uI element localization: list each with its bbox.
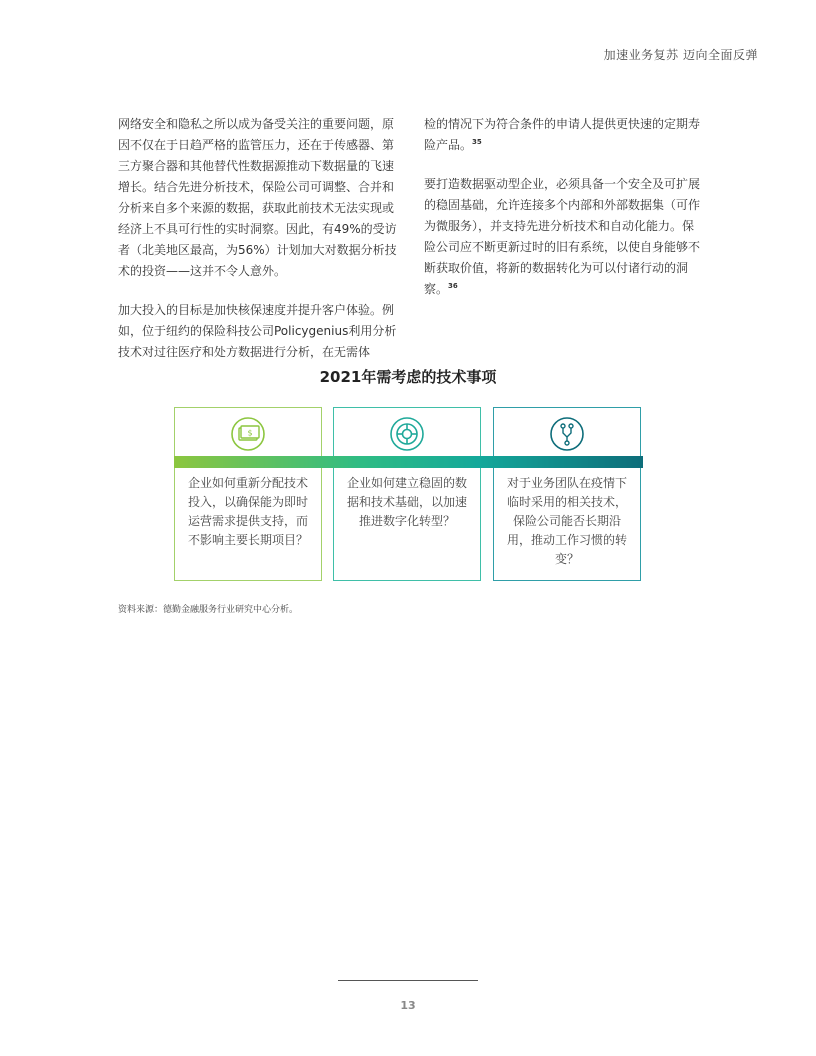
paragraph-text: 要打造数据驱动型企业，必须具备一个安全及可扩展的稳固基础，允许连接多个内部和外部数据集（可作为微服务），并支持先进分析技术和自动化能力。保险公司应不断更新过时的旧有系统，以使自身能够不断获取价值，将新的数据转化为可以付诸行动的洞察。 [424,177,701,296]
running-header: 加速业务复苏 迈向全面反弹 [603,48,758,62]
life-ring-icon [389,416,425,452]
footer-divider [338,980,478,981]
paragraph-text: 检的情况下为符合条件的申请人提供更快速的定期寿险产品。 [424,117,701,152]
body-paragraph: 网络安全和隐私之所以成为备受关注的重要问题，原因不仅在于日趋严格的监管压力，还在于传感器、第三方聚合器和其他替代性数据源推动下数据量的飞速增长。结合先进分析技术，保险公司可调整、合并和分析来自多个来源的数据，获取此前技术无法实现或经济上不具可行性的实时洞察。因此，有49%的受访者（北美地区最高，为56%）计划加大对数据分析技术的投资——这并不令人意外。 [118,117,397,278]
body-paragraph [424,174,700,300]
body-column-left [118,114,404,381]
card-question: 企业如何重新分配技术投入，以确保能为即时运营需求提供支持，而不影响主要长期项目？ [187,476,308,547]
card-question: 企业如何建立稳固的数据和技术基础，以加速推进数字化转型？ [346,476,467,528]
footnote-ref: 35 [472,138,482,146]
body-paragraph [424,114,700,156]
tech-card-adoption [493,407,641,581]
body-column-right [424,114,700,318]
footnote-ref: 36 [448,282,458,290]
tech-card-reallocation [174,407,322,581]
money-icon [230,416,266,452]
card-question: 对于业务团队在疫情下临时采用的相关技术，保险公司能否长期沿用，推动工作习惯的转变？ [506,476,627,566]
figure-title: 2021年需考虑的技术事项 [319,368,497,386]
gradient-band [174,456,643,468]
svg-text:$: $ [247,428,253,438]
body-paragraph: 加大投入的目标是加快核保速度并提升客户体验。例如，位于纽约的保险科技公司Policygenius利用分析技术对过往医疗和处方数据进行分析，在无需体 [118,303,397,359]
figure-source: 资料来源：德勤金融服务行业研究中心分析。 [118,605,299,615]
circuit-icon [549,416,585,452]
page-number: 13 [400,999,416,1012]
tech-card-foundation [333,407,481,581]
